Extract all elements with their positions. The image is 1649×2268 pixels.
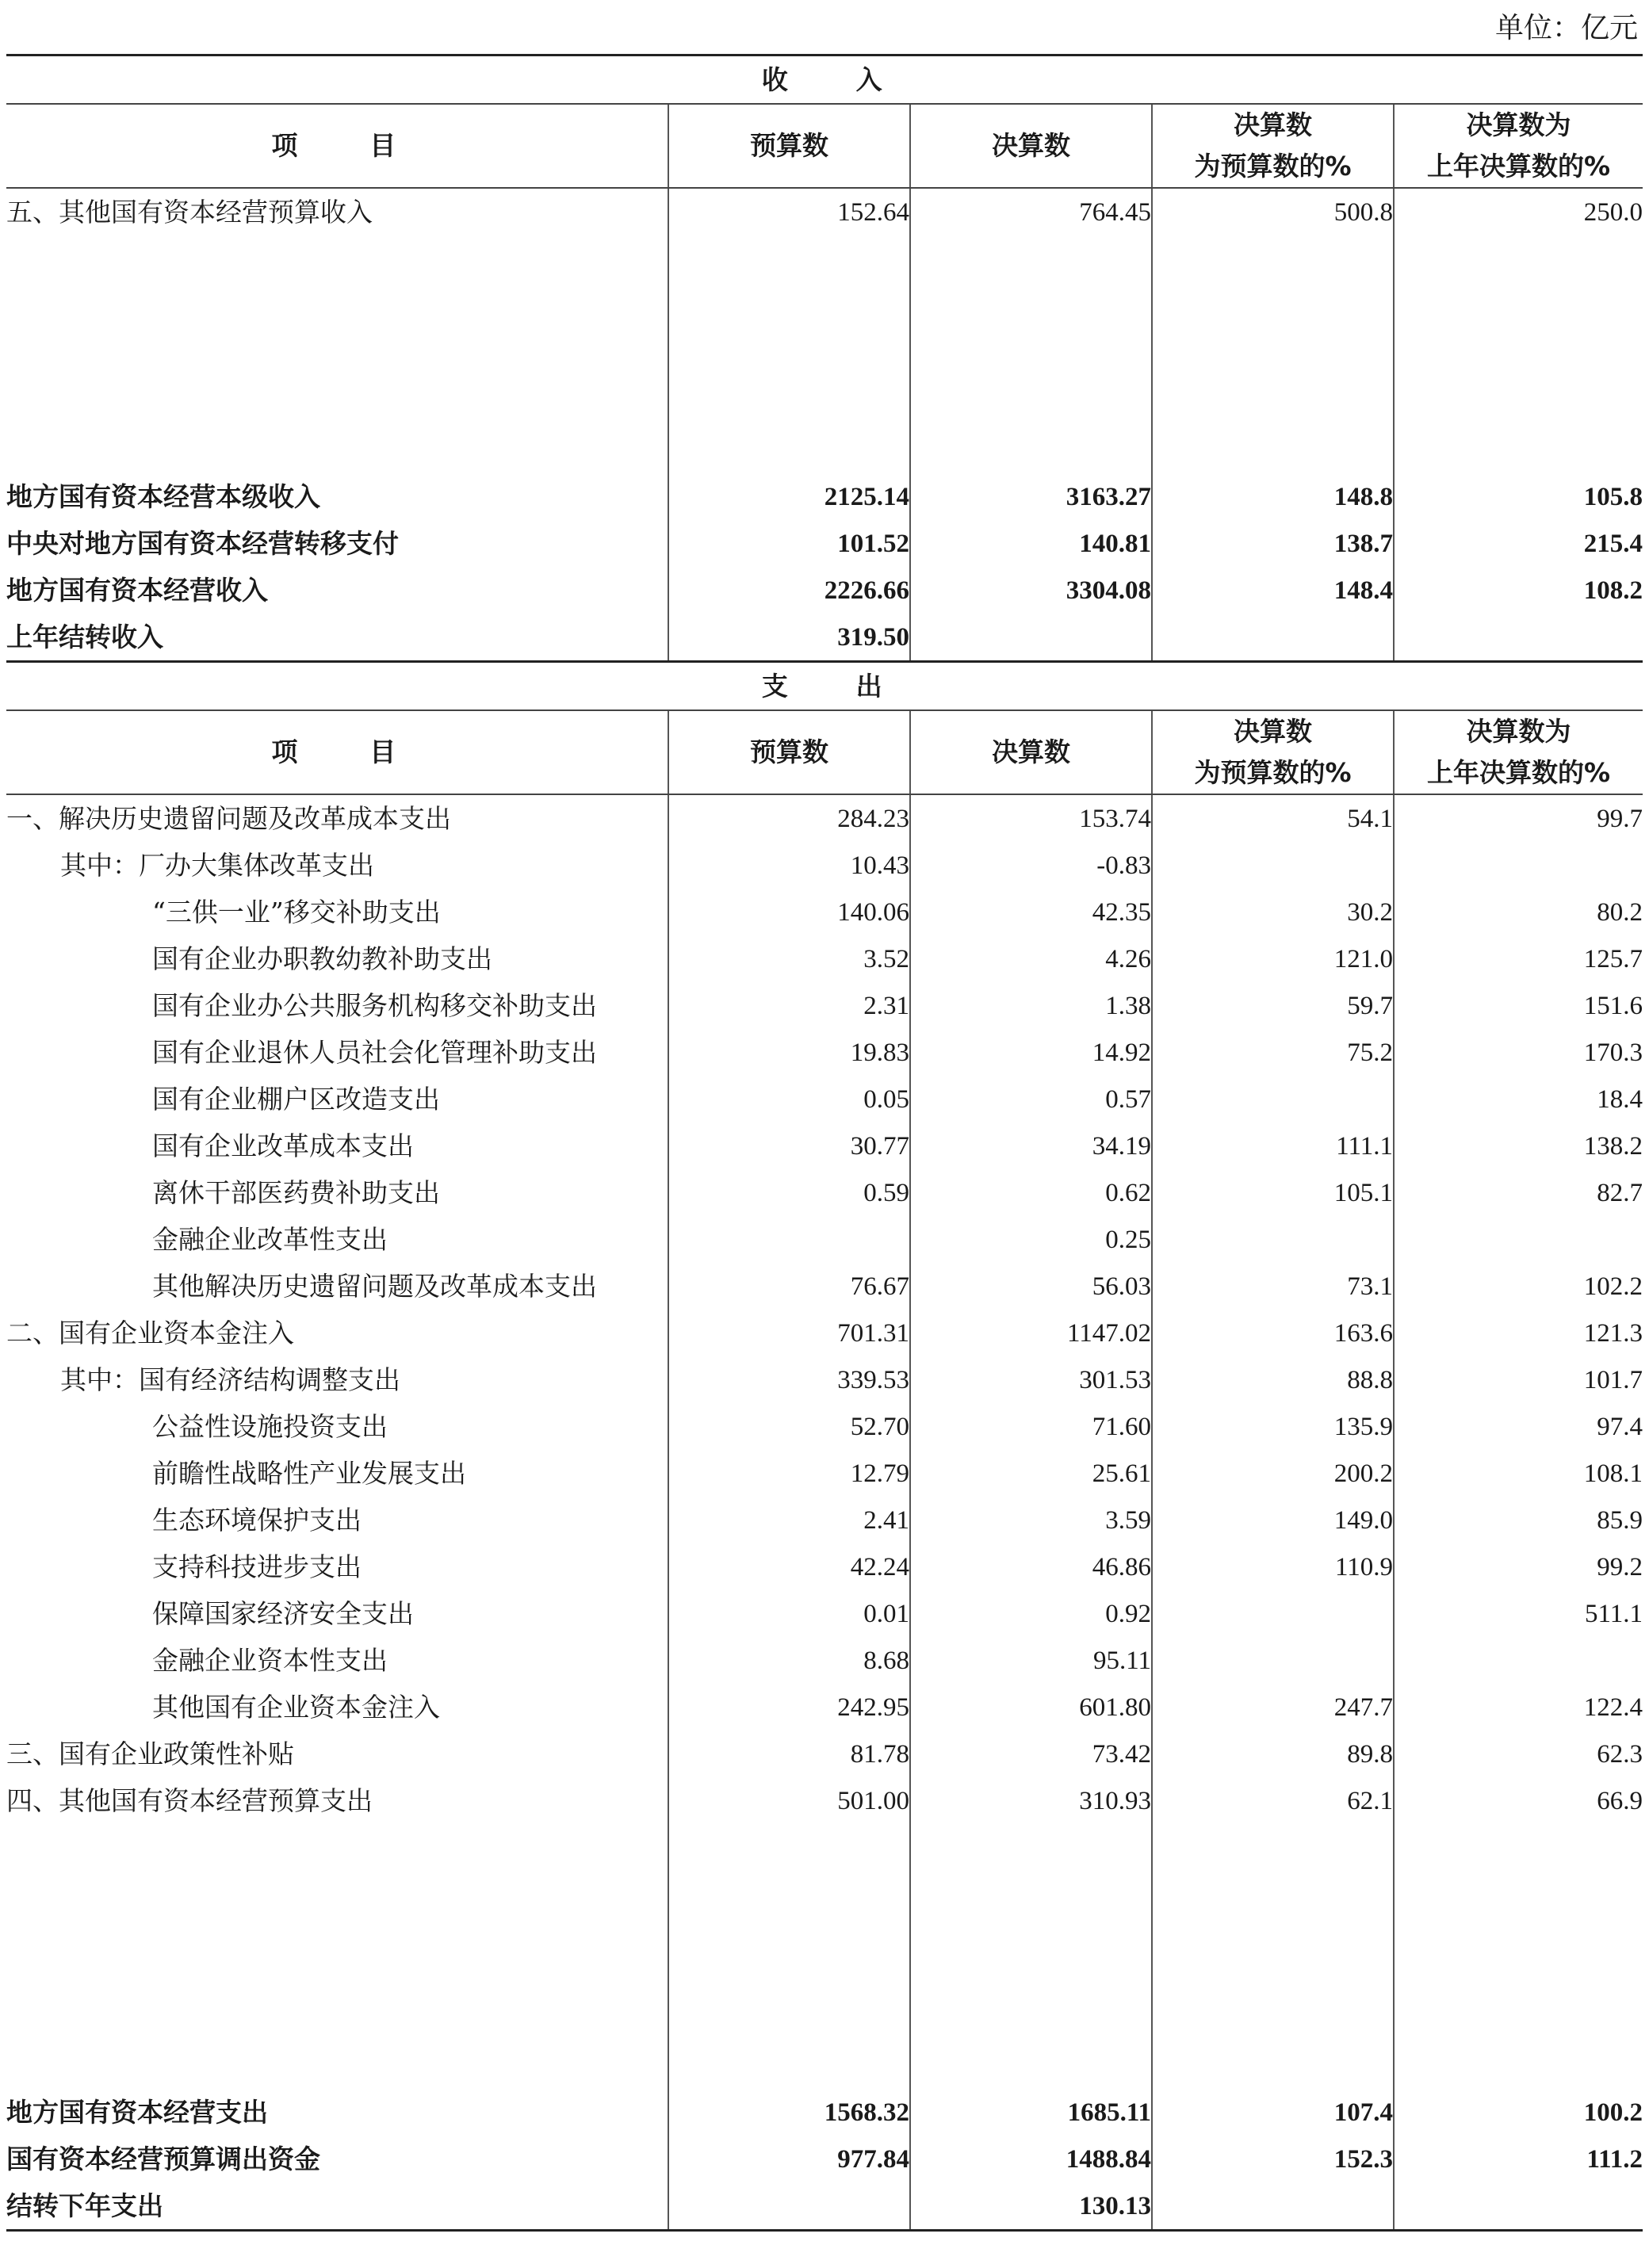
table-row (6, 1497, 1643, 1543)
table-row (6, 473, 1643, 520)
cell-actual (910, 614, 1152, 662)
table-row (6, 1543, 1643, 1590)
cell-pct-prev: 511.1 (1394, 1590, 1643, 1637)
table-body (6, 55, 1643, 2231)
cell-pct-prev: 125.7 (1394, 935, 1643, 982)
cell-pct-budget: 107.4 (1152, 2089, 1394, 2136)
income-header-col-pct-budget (1152, 104, 1394, 188)
cell-actual: 4.26 (910, 935, 1152, 982)
cell-pct-budget (1152, 1076, 1394, 1123)
cell-pct-prev: 108.2 (1394, 567, 1643, 614)
cell-actual: 764.45 (910, 188, 1152, 235)
cell-actual: 46.86 (910, 1543, 1152, 1590)
cell-item: 保障国家经济安全支出 (152, 1597, 414, 1629)
table-row (6, 794, 1643, 842)
cell-budget: 701.31 (668, 1310, 910, 1356)
cell-pct-budget: 73.1 (1152, 1263, 1394, 1310)
header-text: 上年决算数的% (1426, 757, 1611, 788)
expenditure-header-row (6, 710, 1643, 794)
expenditure-section-title: 支 出 (6, 662, 1643, 711)
cell-actual: 0.62 (910, 1169, 1152, 1216)
cell-item: 其中：国有经济结构调整支出 (60, 1363, 400, 1395)
cell-item: 一、解决历史遗留问题及改革成本支出 (6, 802, 451, 834)
cell-pct-budget (1152, 1216, 1394, 1263)
cell-pct-prev: 82.7 (1394, 1169, 1643, 1216)
cell-item: 前瞻性战略性产业发展支出 (152, 1457, 466, 1489)
cell-budget: 42.24 (668, 1543, 910, 1590)
cell-actual: 153.74 (910, 794, 1152, 842)
table-row (6, 2089, 1643, 2136)
cell-pct-prev: 105.8 (1394, 473, 1643, 520)
table-row (6, 1777, 1643, 1824)
header-text: 预算数 (750, 736, 828, 767)
cell-budget: 242.95 (668, 1684, 910, 1731)
cell-actual: 0.92 (910, 1590, 1152, 1637)
table-row (6, 1637, 1643, 1684)
cell-pct-prev (1394, 614, 1643, 662)
cell-item: 其中：厂办大集体改革支出 (60, 849, 374, 881)
header-text: 为预算数的% (1194, 151, 1352, 182)
cell-budget: 2.31 (668, 982, 910, 1029)
cell-actual: 3163.27 (910, 473, 1152, 520)
cell-pct-budget (1152, 1590, 1394, 1637)
cell-item: 公益性设施投资支出 (152, 1410, 388, 1442)
cell-actual: -0.83 (910, 842, 1152, 889)
empty-cell (6, 1824, 668, 2089)
header-text: 决算数 (992, 130, 1070, 161)
cell-budget: 19.83 (668, 1029, 910, 1076)
cell-budget: 501.00 (668, 1777, 910, 1824)
empty-cell (1394, 235, 1643, 473)
cell-actual: 601.80 (910, 1684, 1152, 1731)
header-text: 项 目 (271, 736, 403, 767)
empty-cell (668, 1824, 910, 2089)
cell-pct-prev (1394, 2182, 1643, 2231)
income-header-col-item (6, 104, 668, 188)
cell-actual: 140.81 (910, 520, 1152, 567)
cell-item: 生态环境保护支出 (152, 1504, 362, 1536)
table-row (6, 1123, 1643, 1169)
cell-actual: 310.93 (910, 1777, 1152, 1824)
income-header-col-pct-prev (1394, 104, 1643, 188)
empty-cell (910, 235, 1152, 473)
table-row (6, 982, 1643, 1029)
cell-actual: 0.25 (910, 1216, 1152, 1263)
header-text: 为预算数的% (1194, 757, 1352, 788)
table-row (6, 1169, 1643, 1216)
cell-pct-budget: 89.8 (1152, 1731, 1394, 1777)
table-row (6, 1731, 1643, 1777)
cell-pct-budget: 148.8 (1152, 473, 1394, 520)
cell-budget: 0.01 (668, 1590, 910, 1637)
income-header-row (6, 104, 1643, 188)
cell-pct-budget: 148.4 (1152, 567, 1394, 614)
cell-pct-budget (1152, 614, 1394, 662)
cell-pct-budget: 200.2 (1152, 1450, 1394, 1497)
cell-pct-budget: 30.2 (1152, 889, 1394, 935)
cell-pct-prev: 250.0 (1394, 188, 1643, 235)
cell-pct-budget: 105.1 (1152, 1169, 1394, 1216)
cell-budget: 101.52 (668, 520, 910, 567)
table-row (6, 1403, 1643, 1450)
cell-item: “三供一业”移交补助支出 (152, 896, 441, 927)
table-row (6, 520, 1643, 567)
cell-pct-budget: 59.7 (1152, 982, 1394, 1029)
cell-actual: 56.03 (910, 1263, 1152, 1310)
cell-actual: 301.53 (910, 1356, 1152, 1403)
cell-item: 地方国有资本经营收入 (6, 574, 268, 606)
cell-budget (668, 2182, 910, 2231)
cell-pct-budget: 62.1 (1152, 1777, 1394, 1824)
expenditure-section-row (6, 662, 1643, 711)
empty-cell (910, 1824, 1152, 2089)
cell-budget: 284.23 (668, 794, 910, 842)
cell-pct-prev: 18.4 (1394, 1076, 1643, 1123)
cell-item: 国有企业改革成本支出 (152, 1130, 414, 1161)
empty-cell (1394, 1824, 1643, 2089)
table-row (6, 1356, 1643, 1403)
cell-actual: 34.19 (910, 1123, 1152, 1169)
cell-pct-prev: 62.3 (1394, 1731, 1643, 1777)
table-row (6, 614, 1643, 662)
cell-pct-budget: 135.9 (1152, 1403, 1394, 1450)
cell-item: 地方国有资本经营支出 (6, 2096, 268, 2128)
cell-budget: 0.05 (668, 1076, 910, 1123)
header-text: 决算数为 (1466, 716, 1571, 747)
table-row (6, 2182, 1643, 2231)
cell-pct-prev (1394, 842, 1643, 889)
cell-pct-prev: 108.1 (1394, 1450, 1643, 1497)
table-row (6, 1684, 1643, 1731)
cell-actual: 3.59 (910, 1497, 1152, 1543)
cell-pct-prev: 66.9 (1394, 1777, 1643, 1824)
cell-item: 上年结转收入 (6, 621, 163, 652)
cell-budget (668, 1216, 910, 1263)
table-row (6, 889, 1643, 935)
table-row (6, 188, 1643, 235)
cell-pct-budget: 75.2 (1152, 1029, 1394, 1076)
cell-pct-prev: 97.4 (1394, 1403, 1643, 1450)
cell-actual: 42.35 (910, 889, 1152, 935)
cell-actual: 73.42 (910, 1731, 1152, 1777)
cell-budget: 0.59 (668, 1169, 910, 1216)
final-accounts-table (6, 54, 1643, 2232)
income-header-col-actual (910, 104, 1152, 188)
cell-item: 离休干部医药费补助支出 (152, 1176, 440, 1208)
expenditure-header-col-budget (668, 710, 910, 794)
cell-item: 中央对地方国有资本经营转移支付 (6, 527, 399, 559)
header-text: 项 目 (271, 130, 403, 161)
table-row (6, 842, 1643, 889)
income-section-row (6, 55, 1643, 105)
spacer-row (6, 235, 1643, 473)
table-row (6, 1076, 1643, 1123)
cell-actual: 3304.08 (910, 567, 1152, 614)
cell-pct-prev: 215.4 (1394, 520, 1643, 567)
cell-pct-budget (1152, 842, 1394, 889)
cell-actual: 71.60 (910, 1403, 1152, 1450)
cell-pct-prev: 111.2 (1394, 2136, 1643, 2182)
header-text: 预算数 (750, 130, 828, 161)
cell-actual: 1147.02 (910, 1310, 1152, 1356)
header-text: 决算数 (992, 736, 1070, 767)
table-row (6, 935, 1643, 982)
cell-actual: 14.92 (910, 1029, 1152, 1076)
cell-budget: 1568.32 (668, 2089, 910, 2136)
cell-item: 其他国有企业资本金注入 (152, 1691, 440, 1723)
cell-budget: 140.06 (668, 889, 910, 935)
empty-cell (1152, 235, 1394, 473)
empty-cell (668, 235, 910, 473)
cell-pct-budget: 247.7 (1152, 1684, 1394, 1731)
expenditure-header-col-item (6, 710, 668, 794)
table-row (6, 1263, 1643, 1310)
cell-item: 五、其他国有资本经营预算收入 (6, 196, 373, 228)
cell-pct-budget (1152, 2182, 1394, 2231)
cell-budget: 977.84 (668, 2136, 910, 2182)
cell-pct-budget: 88.8 (1152, 1356, 1394, 1403)
cell-budget: 2125.14 (668, 473, 910, 520)
cell-budget: 2226.66 (668, 567, 910, 614)
cell-pct-prev: 80.2 (1394, 889, 1643, 935)
cell-budget: 339.53 (668, 1356, 910, 1403)
cell-actual: 1685.11 (910, 2089, 1152, 2136)
cell-item: 国有企业办公共服务机构移交补助支出 (152, 989, 597, 1021)
cell-pct-budget: 152.3 (1152, 2136, 1394, 2182)
cell-pct-budget: 121.0 (1152, 935, 1394, 982)
cell-pct-budget: 110.9 (1152, 1543, 1394, 1590)
cell-pct-prev: 122.4 (1394, 1684, 1643, 1731)
cell-budget: 3.52 (668, 935, 910, 982)
cell-budget: 2.41 (668, 1497, 910, 1543)
cell-actual: 25.61 (910, 1450, 1152, 1497)
cell-pct-prev: 102.2 (1394, 1263, 1643, 1310)
cell-item: 国有资本经营预算调出资金 (6, 2143, 320, 2174)
cell-pct-prev: 99.7 (1394, 794, 1643, 842)
cell-pct-prev: 100.2 (1394, 2089, 1643, 2136)
cell-pct-budget: 138.7 (1152, 520, 1394, 567)
empty-cell (6, 235, 668, 473)
table-row (6, 567, 1643, 614)
cell-budget: 81.78 (668, 1731, 910, 1777)
cell-pct-prev: 99.2 (1394, 1543, 1643, 1590)
cell-item: 二、国有企业资本金注入 (6, 1317, 294, 1348)
cell-actual: 0.57 (910, 1076, 1152, 1123)
cell-item: 其他解决历史遗留问题及改革成本支出 (152, 1270, 597, 1302)
table-row (6, 1029, 1643, 1076)
cell-budget: 76.67 (668, 1263, 910, 1310)
cell-pct-prev: 121.3 (1394, 1310, 1643, 1356)
cell-pct-budget: 149.0 (1152, 1497, 1394, 1543)
header-text: 决算数为 (1466, 109, 1571, 140)
cell-item: 金融企业改革性支出 (152, 1223, 388, 1255)
empty-cell (1152, 1824, 1394, 2089)
cell-item: 金融企业资本性支出 (152, 1644, 388, 1676)
cell-item: 结转下年支出 (6, 2182, 668, 2231)
cell-item: 地方国有资本经营本级收入 (6, 480, 320, 512)
cell-pct-prev: 170.3 (1394, 1029, 1643, 1076)
table-row (6, 1310, 1643, 1356)
cell-actual: 1.38 (910, 982, 1152, 1029)
cell-budget: 12.79 (668, 1450, 910, 1497)
cell-item: 支持科技进步支出 (152, 1551, 362, 1582)
cell-actual: 1488.84 (910, 2136, 1152, 2182)
cell-item: 三、国有企业政策性补贴 (6, 1738, 294, 1769)
cell-pct-prev (1394, 1216, 1643, 1263)
expenditure-header-col-pct-prev (1394, 710, 1643, 794)
spacer-row (6, 1824, 1643, 2089)
cell-pct-budget (1152, 1637, 1394, 1684)
header-text: 上年决算数的% (1426, 151, 1611, 182)
cell-pct-prev: 85.9 (1394, 1497, 1643, 1543)
table-row (6, 1590, 1643, 1637)
cell-pct-prev: 138.2 (1394, 1123, 1643, 1169)
table-row (6, 2136, 1643, 2182)
cell-item: 四、其他国有资本经营预算支出 (6, 1784, 373, 1816)
cell-actual: 95.11 (910, 1637, 1152, 1684)
cell-budget: 30.77 (668, 1123, 910, 1169)
cell-budget: 10.43 (668, 842, 910, 889)
cell-pct-prev: 101.7 (1394, 1356, 1643, 1403)
income-section-title: 收 入 (6, 55, 1643, 105)
cell-item: 国有企业退休人员社会化管理补助支出 (152, 1036, 597, 1068)
cell-item: 国有企业办职教幼教补助支出 (152, 943, 492, 974)
cell-budget: 152.64 (668, 188, 910, 235)
header-text: 决算数 (1234, 716, 1312, 747)
cell-budget: 8.68 (668, 1637, 910, 1684)
cell-pct-budget: 54.1 (1152, 794, 1394, 842)
cell-actual: 130.13 (910, 2182, 1152, 2231)
cell-pct-budget: 163.6 (1152, 1310, 1394, 1356)
cell-pct-prev (1394, 1637, 1643, 1684)
table-row (6, 1450, 1643, 1497)
expenditure-header-col-actual (910, 710, 1152, 794)
income-header-col-budget (668, 104, 910, 188)
cell-pct-budget: 111.1 (1152, 1123, 1394, 1169)
table-row (6, 1216, 1643, 1263)
cell-budget: 52.70 (668, 1403, 910, 1450)
unit-label: 单位：亿元 (1494, 12, 1638, 44)
expenditure-header-col-pct-budget (1152, 710, 1394, 794)
cell-budget: 319.50 (668, 614, 910, 662)
cell-pct-budget: 500.8 (1152, 188, 1394, 235)
cell-item: 国有企业棚户区改造支出 (152, 1083, 440, 1115)
cell-pct-prev: 151.6 (1394, 982, 1643, 1029)
header-text: 决算数 (1234, 109, 1312, 140)
